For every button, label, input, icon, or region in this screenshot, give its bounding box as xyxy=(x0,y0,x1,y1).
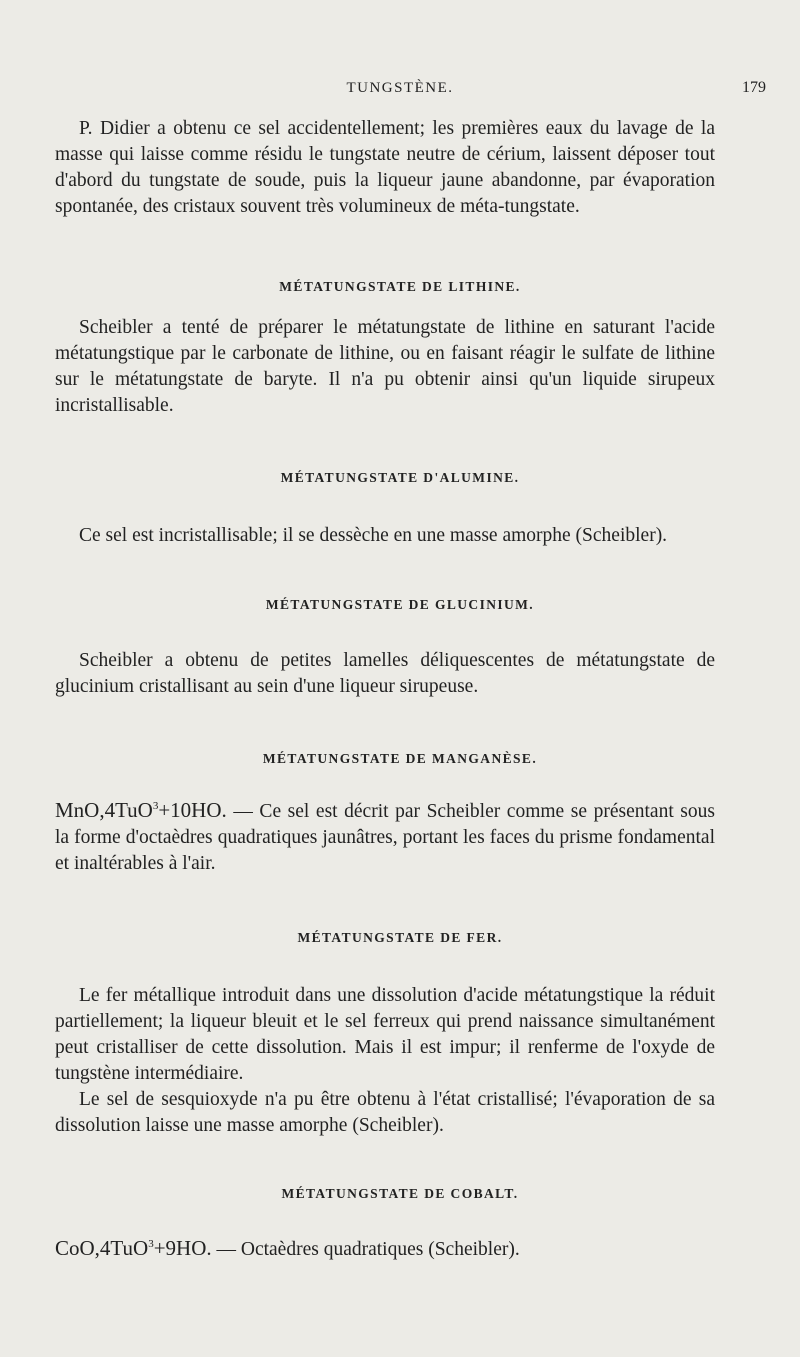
formula-manganese: MnO,4TuO$^3$+10HO. xyxy=(55,798,227,822)
intro-paragraph: P. Didier a obtenu ce sel accidentellement; les premières eaux du lavage de la masse qui laisse comme résidu le tungstate neutre de cérium, laissent déposer tout d'abord du tungstate de soude, puis la liqueur jaune abandonne, par évaporation spontanée, des cristaux souvent très volumineux de méta-tungstate. xyxy=(55,118,715,217)
heading-glucinium: MÉTATUNGSTATE DE GLUCINIUM. xyxy=(265,597,535,612)
paragraph-manganese: MnO,4TuO$^3$+10HO. — Ce sel est décrit par Scheibler comme se présentant sous la forme d'octaèdres quadratiques jaunâtres, portant les faces du prisme fondamental et inaltérables à l'air. xyxy=(55,798,715,874)
paragraph-glucinium: Scheibler a obtenu de petites lamelles déliquescentes de métatungstate de glucinium cristallisant au sein d'une liqueur sirupeuse. xyxy=(55,650,715,697)
running-title: TUNGSTÈNE. xyxy=(346,80,454,96)
paragraph-lithine: Scheibler a tenté de préparer le métatungstate de lithine en saturant l'acide métatungstique par le carbonate de lithine, ou en faisant réagir le sulfate de lithine sur le métatungstate de baryte. Il n'a pu obtenir ainsi qu'un liquide sirupeux incristallisable. xyxy=(55,317,715,416)
heading-lithine: MÉTATUNGSTATE DE LITHINE. xyxy=(279,279,521,294)
paragraph-alumine: Ce sel est incristallisable; il se dessèche en une masse amorphe (Scheibler). xyxy=(79,525,668,546)
formula-cobalt: CoO,4TuO$^3$+9HO. xyxy=(55,1236,212,1260)
heading-fer: MÉTATUNGSTATE DE FER. xyxy=(297,930,503,945)
paragraph-fer-2: Le sel de sesquioxyde n'a pu être obtenu à l'état cristallisé; l'évaporation de sa dissolution laisse une masse amorphe (Scheibler). xyxy=(55,1089,715,1136)
heading-manganese: MÉTATUNGSTATE DE MANGANÈSE. xyxy=(262,751,538,766)
paragraph-cobalt: CoO,4TuO$^3$+9HO. — Octaèdres quadratiques (Scheibler). xyxy=(55,1236,520,1260)
heading-cobalt: MÉTATUNGSTATE DE COBALT. xyxy=(281,1186,519,1201)
heading-alumine: MÉTATUNGSTATE D'ALUMINE. xyxy=(280,470,520,485)
page-number: 179 xyxy=(742,79,766,96)
paragraph-fer-1: Le fer métallique introduit dans une dissolution d'acide métatungstique la réduit partiellement; la liqueur bleuit et le sel ferreux qui prend naissance simultanément peut cristalliser de cette dissolution. Mais il est impur; il renferme de l'oxyde de tungstène intermédiaire. xyxy=(55,985,715,1084)
